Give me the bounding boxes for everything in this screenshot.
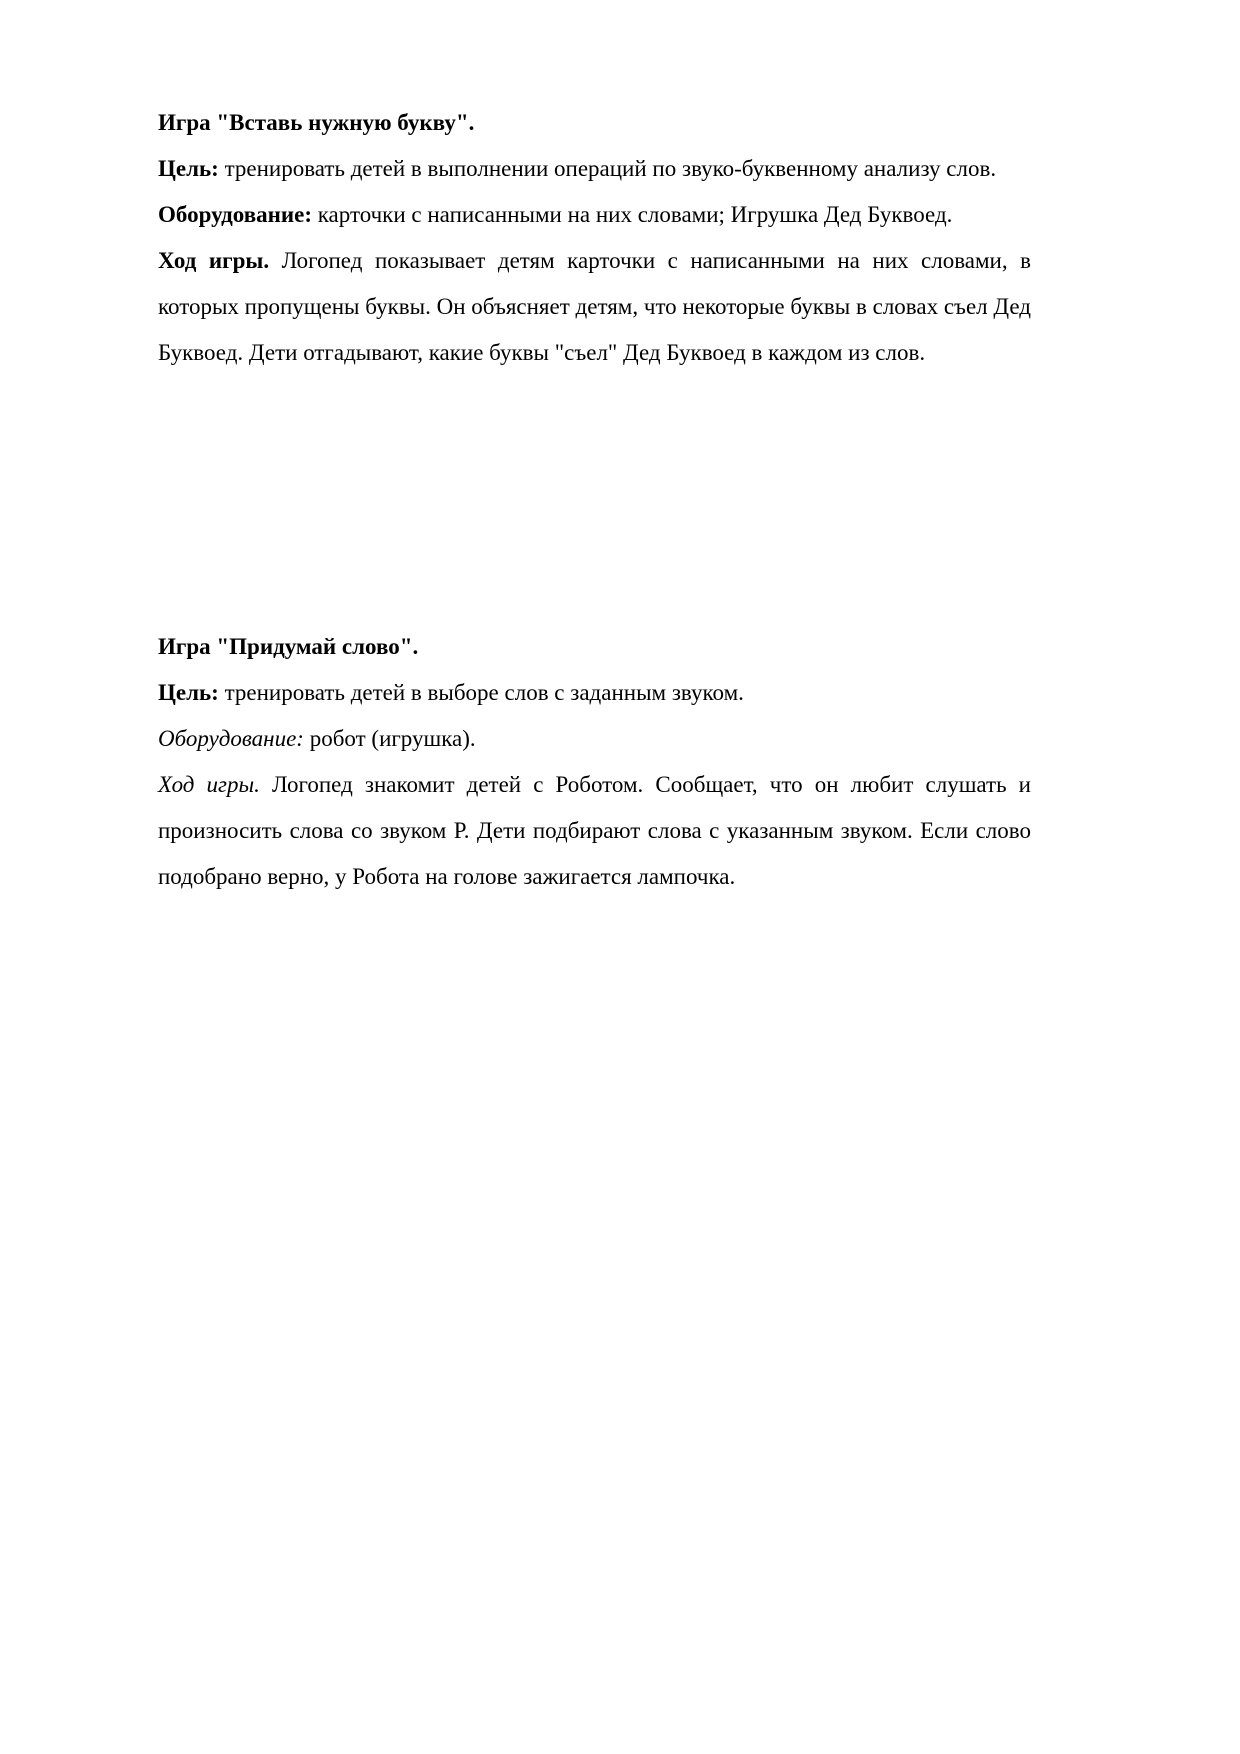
- game-1-heading: Игра "Вставь нужную букву".: [158, 110, 475, 135]
- equipment-label: Оборудование:: [158, 202, 312, 227]
- goal-label: Цель:: [158, 156, 219, 181]
- equipment-text: карточки с написанными на них словами; Игрушка Дед Буквоед.: [311, 202, 953, 227]
- game-2-equipment-paragraph: [158, 716, 1031, 762]
- game-section-2: [158, 624, 1031, 900]
- goal-text: тренировать детей в выполнении операций по звуко-буквенному анализу слов.: [218, 156, 997, 181]
- equipment-label: Оборудование:: [158, 726, 304, 751]
- goal-text: тренировать детей в выборе слов с заданным звуком.: [218, 680, 744, 705]
- game-1-equipment-paragraph: [158, 192, 1031, 238]
- game-2-heading: Игра "Придумай слово".: [158, 634, 419, 659]
- game-2-procedure-paragraph: [158, 762, 1031, 900]
- game-section-1: [158, 100, 1031, 376]
- game-1-goal-paragraph: [158, 146, 1031, 192]
- procedure-label: Ход игры.: [158, 772, 260, 797]
- goal-label: Цель:: [158, 680, 219, 705]
- game-2-goal-paragraph: [158, 670, 1031, 716]
- procedure-text: Логопед показывает детям карточки с написанными на них словами, в которых пропущены буквы. Он объясняет детям, что некоторые буквы в словах съел Дед Буквоед. Дети отгадывают, какие буквы "съел" Дед Буквоед в каждом из слов.: [158, 248, 1031, 365]
- procedure-text: Логопед знакомит детей с Роботом. Сообщает, что он любит слушать и произносить слова со звуком Р. Дети подбирают слова с указанным звуком. Если слово подобрано верно, у Робота на голове зажигается лампочка.: [158, 772, 1031, 889]
- procedure-label: Ход игры.: [158, 248, 270, 273]
- equipment-text: робот (игрушка).: [303, 726, 476, 751]
- game-1-procedure-paragraph: [158, 238, 1031, 376]
